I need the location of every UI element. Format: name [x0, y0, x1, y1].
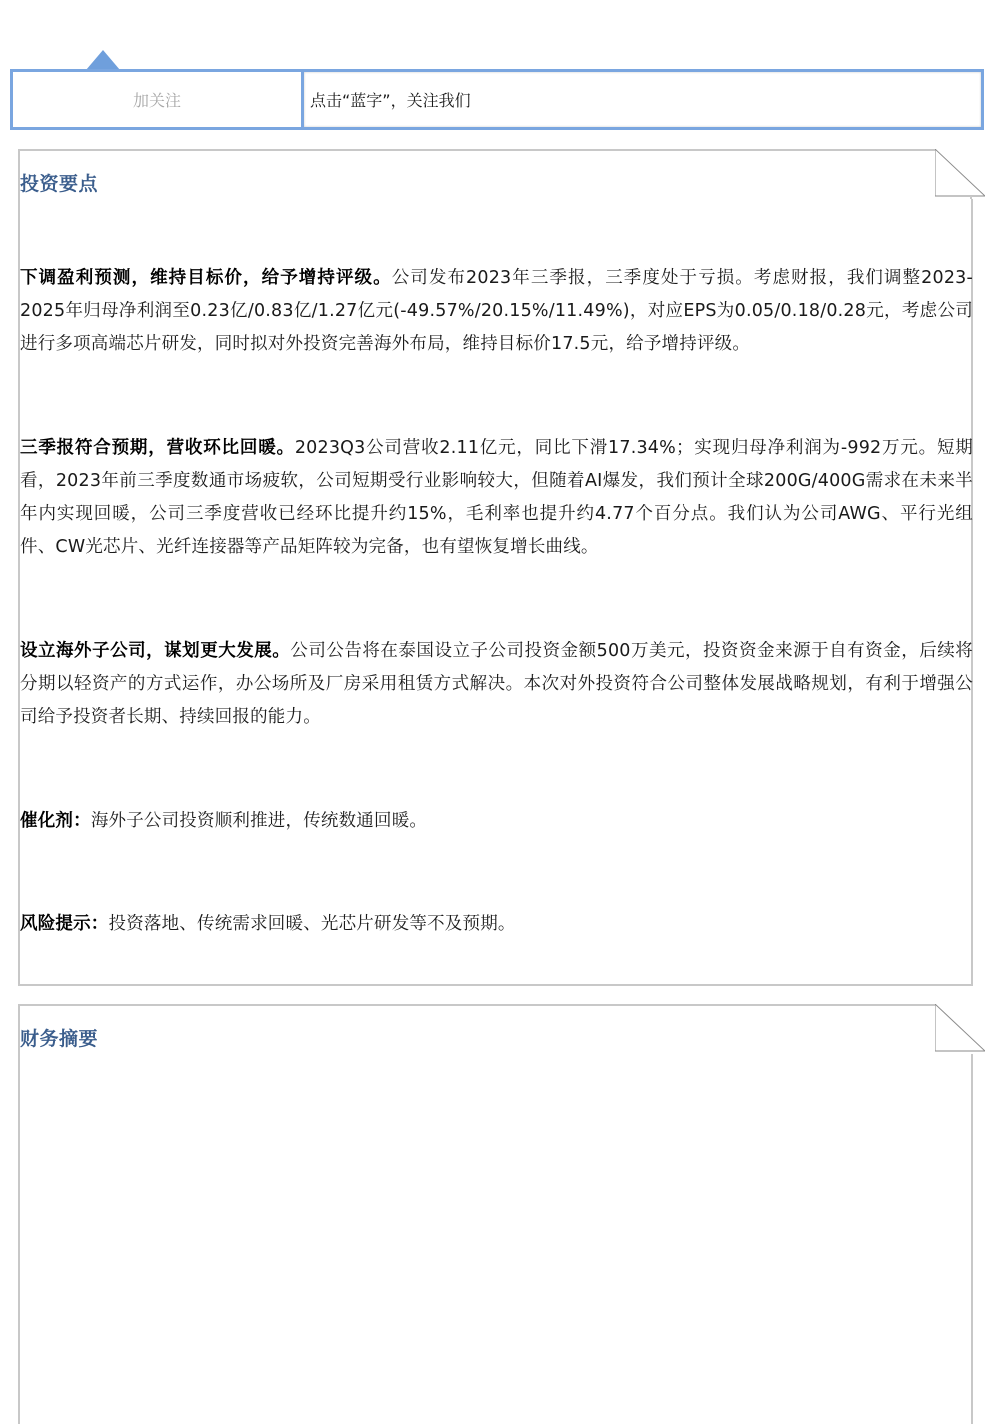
- risk-paragraph: [20, 908, 973, 941]
- follow-pointer-arrow: [86, 50, 120, 70]
- paragraph-lead: 设立海外子公司，谋划更大发展。: [20, 641, 291, 661]
- follow-button[interactable]: [13, 72, 304, 127]
- paragraph-body: 2023Q3公司营收2.11亿元，同比下滑17.34%；实现归母净利润为-992万元。短期看，2023年前三季度数通市场疲软，公司短期受行业影响较大，但随着AI爆发，我们预计全球200G/400G需求在未来半年内实现回暖，公司三季度营收已经环比提升约15%，毛利率也提升约4.77个百分点。我们认为公司AWG、平行光组件、CW光芯片、光纤连接器等产品矩阵较为完备，也有望恢复增长曲线。: [20, 438, 973, 557]
- catalyst-paragraph: [20, 805, 973, 838]
- paragraph-body: 海外子公司投资顺利推进，传统数通回暖。: [90, 811, 428, 831]
- follow-prompt-text: 点击“蓝字”，关注我们: [310, 91, 471, 110]
- paragraph-lead: 下调盈利预测，维持目标价，给予增持评级。: [20, 268, 392, 288]
- paragraph-body: 公司公告将在泰国设立子公司投资金额500万美元，投资资金来源于自有资金，后续将分期以轻资产的方式运作，办公场所及厂房采用租赁方式解决。本次对外投资符合公司整体发展战略规划，有利于增强公司给予投资者长期、持续回报的能力。: [20, 641, 973, 727]
- paragraph-lead: 三季报符合预期，营收环比回暖。: [20, 438, 295, 458]
- section-title: 财务摘要: [20, 1028, 99, 1050]
- follow-banner: [10, 69, 984, 130]
- paragraph-body: 投资落地、传统需求回暖、光芯片研发等不及预期。: [108, 914, 516, 934]
- highlight-paragraph: [20, 635, 973, 734]
- financial-summary-card: [18, 1004, 973, 1424]
- paragraph-lead: 催化剂：: [20, 811, 91, 831]
- highlight-paragraph: [20, 432, 973, 564]
- paragraph-lead: 风险提示：: [20, 914, 109, 934]
- folded-corner-icon: [935, 149, 985, 199]
- follow-button-label: 加关注: [132, 91, 181, 110]
- section-title: 投资要点: [20, 173, 99, 195]
- highlight-paragraph: [20, 262, 973, 361]
- follow-prompt: [304, 72, 981, 127]
- folded-corner-icon: [935, 1004, 985, 1054]
- paragraph-body: 公司发布2023年三季报，三季度处于亏损。考虑财报，我们调整2023-2025年归母净利润至0.23亿/0.83亿/1.27亿元(-49.57%/20.15%/11.49%)，对应EPS为0.05/0.18/0.28元，考虑公司进行多项高端芯片研发，同时拟对外投资完善海外布局，维持目标价17.5元，给予增持评级。: [20, 268, 974, 354]
- investment-highlights-card: [18, 149, 973, 986]
